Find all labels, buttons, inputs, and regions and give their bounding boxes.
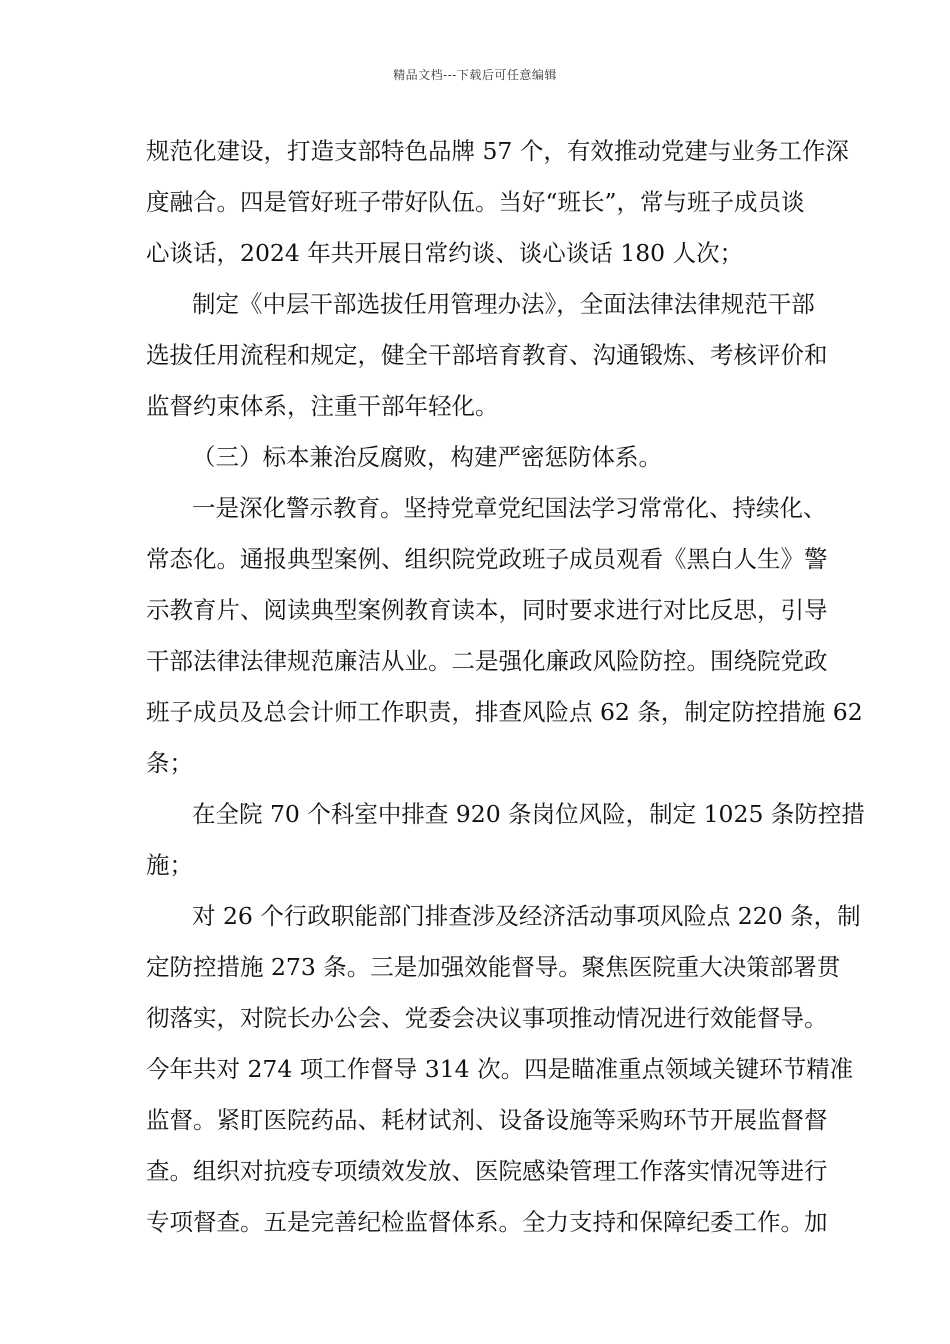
- text-line: 示教育片、阅读典型案例教育读本，同时要求进行对比反思，引导: [146, 596, 828, 624]
- text-line: 监督约束体系，注重干部年轻化。: [146, 392, 499, 420]
- text-line: 选拔任用流程和规定，健全干部培育教育、沟通锻炼、考核评价和: [146, 341, 828, 369]
- text-line: 常态化。通报典型案例、组织院党政班子成员观看《黑白人生》警: [146, 545, 828, 573]
- paragraph-start-line: 对 26 个行政职能部门排查涉及经济活动事项风险点 220 条，制: [192, 902, 861, 930]
- text-line: 度融合。四是管好班子带好队伍。当好“班长”，常与班子成员谈: [146, 188, 805, 216]
- text-line: 条；: [146, 749, 193, 777]
- text-line: 班子成员及总会计师工作职责，排查风险点 62 条，制定防控措施 62: [146, 698, 863, 726]
- text-line: 彻落实，对院长办公会、党委会决议事项推动情况进行效能督导。: [146, 1004, 828, 1032]
- document-body: [146, 126, 865, 1248]
- text-line: 施；: [146, 851, 193, 879]
- paragraph-start-line: 一是深化警示教育。坚持党章党纪国法学习常常化、持续化、: [192, 494, 827, 522]
- text-line: 今年共对 274 项工作督导 314 次。四是瞄准重点领域关键环节精准: [146, 1055, 854, 1083]
- text-line: 专项督查。五是完善纪检监督体系。全力支持和保障纪委工作。加: [146, 1208, 828, 1236]
- paragraph-start-line: 制定《中层干部选拔任用管理办法》，全面法律法律规范干部: [192, 290, 815, 318]
- section-heading: （三）标本兼治反腐败，构建严密惩防体系。: [192, 443, 662, 471]
- text-line: 规范化建设，打造支部特色品牌 57 个，有效推动党建与业务工作深: [146, 137, 849, 165]
- text-line: 查。组织对抗疫专项绩效发放、医院感染管理工作落实情况等进行: [146, 1157, 828, 1185]
- text-line: 监督。紧盯医院药品、耗材试剂、设备设施等采购环节开展监督督: [146, 1106, 828, 1134]
- text-line: 定防控措施 273 条。三是加强效能督导。聚焦医院重大决策部署贯: [146, 953, 841, 981]
- page-header: 精品文档---下载后可任意编辑: [393, 68, 557, 82]
- text-line: 心谈话，2024 年共开展日常约谈、谈心谈话 180 人次；: [146, 239, 744, 267]
- paragraph-start-line: 在全院 70 个科室中排查 920 条岗位风险，制定 1025 条防控措: [192, 800, 865, 828]
- text-line: 干部法律法律规范廉洁从业。二是强化廉政风险防控。围绕院党政: [146, 647, 828, 675]
